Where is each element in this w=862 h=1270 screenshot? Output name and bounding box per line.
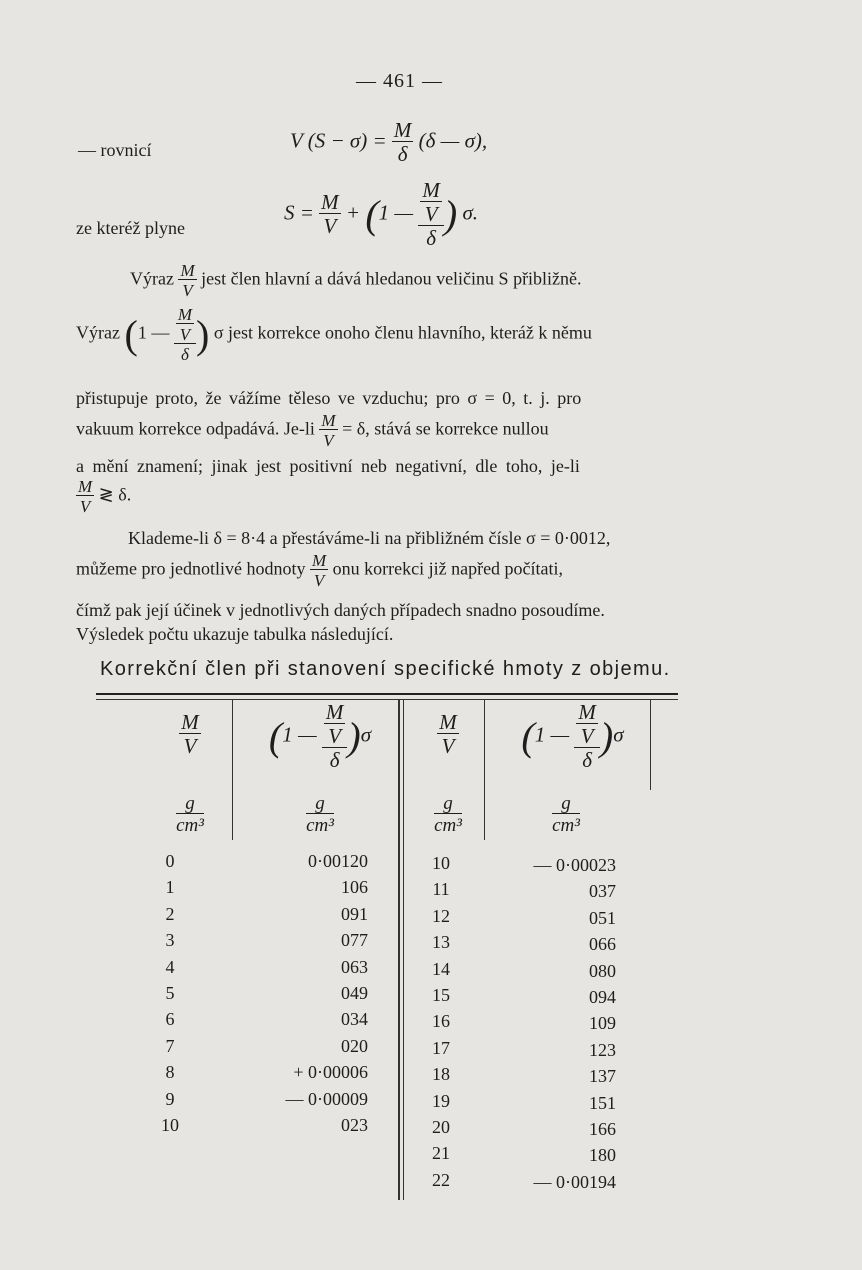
paragraph-3-line-3: čímž pak její účinek v jednotlivých daných případech snadno posoudíme. <box>76 600 605 620</box>
column-correction-right <box>486 852 616 1195</box>
table-caption: Korrekční člen při stanovení specifické hmoty z objemu. <box>100 658 671 680</box>
table-cell: 2 <box>165 903 175 924</box>
table-cell: 023 <box>341 1114 368 1135</box>
table-cell: 17 <box>432 1037 450 1058</box>
table-cell: 13 <box>432 932 450 953</box>
table-cell: 1 <box>165 877 175 898</box>
table-cell: 0·00120 <box>308 851 368 871</box>
eq1-label: — rovnicí <box>78 140 152 160</box>
table-cell: 8 <box>165 1062 175 1083</box>
table-cell: 0 <box>165 851 175 871</box>
table-cell: — 0·00194 <box>533 1171 616 1192</box>
unit-col-2: $\frac{g}{\text{cm³}}$ <box>306 793 334 836</box>
table-divider-2b <box>403 700 404 1200</box>
table-cell: 21 <box>432 1143 450 1164</box>
table-cell: 123 <box>589 1039 616 1060</box>
paragraph-2-line-3: vakuum korrekce odpadává. Je-li $\frac{M}{V}$ = δ, stává se korrekce nullou <box>76 411 549 450</box>
table-cell: 109 <box>589 1013 616 1034</box>
column-correction-left <box>240 848 368 1138</box>
paragraph-3-line-4: Výsledek počtu ukazuje tabulka následující. <box>76 624 394 644</box>
table-cell: 6 <box>165 1009 175 1030</box>
table-cell: 10 <box>432 853 450 873</box>
eq2-label: ze kteréž plyne <box>76 218 185 238</box>
header-correction-right: (1 — $\frac{\frac{M}{V}}{\delta}$ )σ <box>521 700 624 772</box>
unit-col-4: $\frac{g}{\text{cm³}}$ <box>552 793 580 836</box>
equation-2: S = $\frac{M}{V}$ + (1 — $\frac{\frac{M}{V}}{\delta}$ ) σ. <box>284 178 479 250</box>
table-cell: 7 <box>165 1035 175 1056</box>
header-correction-left: (1 — $\frac{\frac{M}{V}}{\delta}$ )σ <box>268 700 372 772</box>
eq1-right: (δ — σ), <box>418 128 488 153</box>
paragraph-2-line-2: přistupuje proto, že vážíme těleso ve vzduchu; pro σ = 0, t. j. pro <box>76 388 582 408</box>
table-cell: 14 <box>432 958 450 979</box>
eq1-left: V (S − σ) = <box>290 128 387 153</box>
table-cell: 19 <box>432 1090 450 1111</box>
table-cell: 180 <box>589 1145 616 1166</box>
table-cell: 151 <box>589 1092 616 1113</box>
eq1-fraction: $\frac{M}{\delta}$ <box>393 118 412 166</box>
table-divider-4 <box>650 700 651 790</box>
table-divider-1 <box>232 700 233 840</box>
table-cell: 16 <box>432 1011 450 1032</box>
paragraph-3-line-2: můžeme pro jednotlivé hodnoty $\frac{M}{V}$ onu korrekci již napřed počítati, <box>76 551 564 590</box>
table-cell: 091 <box>341 903 368 924</box>
paragraph-2-line-5: $\frac{M}{V}$ ≷ δ. <box>78 477 132 516</box>
table-cell: 037 <box>589 881 616 902</box>
table-cell: 10 <box>161 1114 179 1135</box>
header-mv-right: $\frac{M}{V}$ <box>439 710 457 758</box>
table-cell: 9 <box>165 1088 175 1109</box>
table-cell: 20 <box>432 1116 450 1137</box>
header-mv-left: $\frac{M}{V}$ <box>181 710 199 758</box>
table-cell: — 0·00009 <box>285 1088 368 1109</box>
table-cell: 034 <box>341 1009 368 1030</box>
table-cell: 166 <box>589 1118 616 1139</box>
paragraph-3-line-1: Klademe-li δ = 8·4 a přestáváme-li na přibližném čísle σ = 0·0012, <box>128 528 611 548</box>
table-cell: 077 <box>341 930 368 951</box>
table-cell: 020 <box>341 1035 368 1056</box>
paragraph-2-line-4: a mění znamení; jinak jest positivní neb negativní, dle toho, je-li <box>76 456 580 476</box>
table-cell: 094 <box>589 986 616 1007</box>
table-top-rule <box>96 693 678 695</box>
table-divider-3 <box>484 700 485 840</box>
table-cell: 049 <box>341 982 368 1003</box>
table-cell: 11 <box>432 879 450 900</box>
table-divider-2a <box>398 700 400 1200</box>
unit-col-3: $\frac{g}{\text{cm³}}$ <box>434 793 462 836</box>
table-cell: 3 <box>165 930 175 951</box>
table-cell: 066 <box>589 934 616 955</box>
paragraph-2-line-1: Výraz (1 — $\frac{\frac{M}{V}}{\delta}$ ) σ jest korrekce onoho členu hlavního, kteráž k němu <box>76 305 592 364</box>
table-cell: 106 <box>341 877 368 898</box>
paragraph-1: Výraz $\frac{M}{V}$ jest člen hlavní a dává hledanou veličinu S přibližně. <box>130 261 582 300</box>
table-cell: 5 <box>165 982 175 1003</box>
table-cell: 12 <box>432 905 450 926</box>
table-cell: 080 <box>589 960 616 981</box>
table-cell: 4 <box>165 956 175 977</box>
column-mv-left <box>140 848 200 1138</box>
table-cell: 15 <box>432 984 450 1005</box>
unit-col-1: $\frac{g}{\text{cm³}}$ <box>176 793 204 836</box>
table-cell: — 0·00023 <box>533 855 616 875</box>
table-cell: 22 <box>432 1169 450 1190</box>
table-cell: 137 <box>589 1066 616 1087</box>
table-cell: + 0·00006 <box>293 1062 368 1083</box>
table-cell: 051 <box>589 907 616 928</box>
column-mv-right <box>415 850 467 1193</box>
table-cell: 18 <box>432 1064 450 1085</box>
equation-1 <box>290 120 487 165</box>
page-number: — 461 — <box>356 70 443 92</box>
table-cell: 063 <box>341 956 368 977</box>
